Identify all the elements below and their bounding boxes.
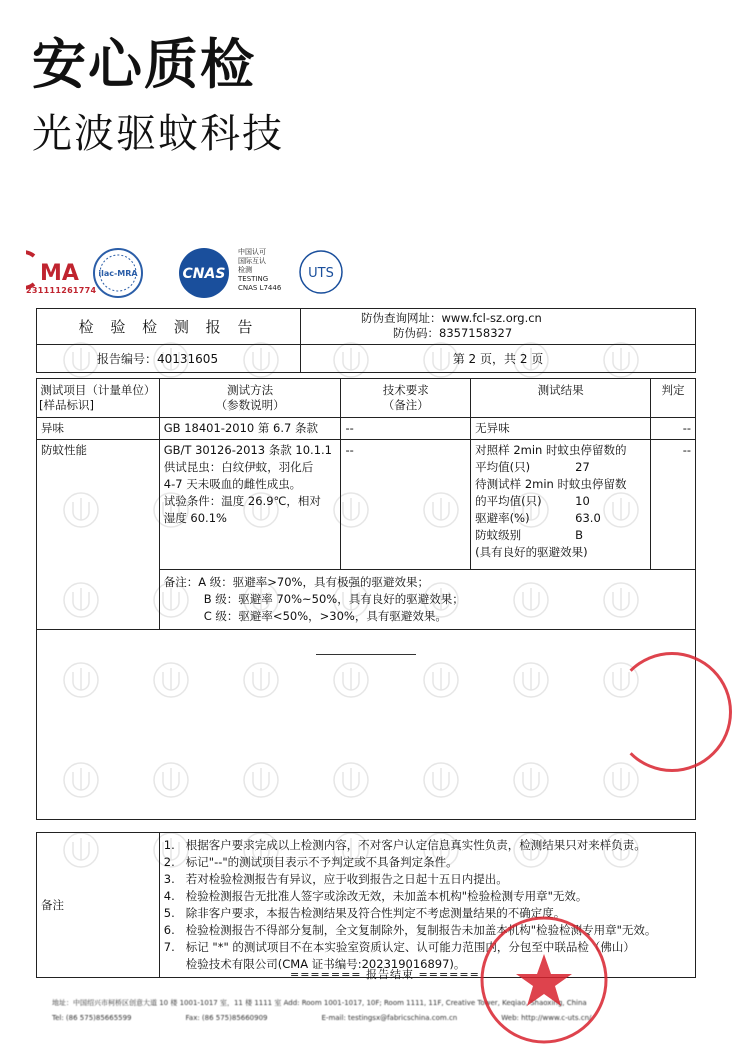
note-item: 7. 标记 "*" 的测试项目不在本实验室资质认定、认可能力范围内，分包至中联品检（佛山） (163, 940, 635, 954)
verify-url: 防伪查询网址：www.fcl-sz.org.cn (361, 311, 542, 325)
row-method: GB 18401-2010 第 6.7 条款 (159, 418, 341, 440)
notes-label: 备注 (37, 833, 160, 978)
page-info: 第 2 页，共 2 页 (301, 345, 696, 373)
col-header-item: 测试项目（计量单位） [样品标识] (37, 379, 160, 418)
uts-logo-text: UTS (308, 266, 334, 281)
cnas-caption: 中国认可 国际互认 检测 TESTING CNAS L7446 (238, 248, 282, 292)
note-item: 1. 根据客户要求完成以上检测内容，不对客户认定信息真实性负责，检测结果只对来样负责。 (163, 838, 646, 852)
row-result: 无异味 (471, 418, 651, 440)
note-item: 4. 检验检测报告无批准人签字或涂改无效，未加盖本机构"检验检测专用章"无效。 (163, 889, 588, 903)
cnas-logo-text: CNAS (182, 266, 226, 282)
col-header-judge: 判定 (651, 379, 696, 418)
row-item: 异味 (37, 418, 160, 440)
table-header-row (37, 379, 696, 418)
repellent-requirement: -- (341, 440, 471, 570)
grade-remarks: 备注：A 级：驱避率>70%，具有极强的驱避效果； B 级：驱避率 70%~50%，具有良好的驱避效果； C 级：驱避率<50%，>30%，具有驱避效果。 (159, 570, 695, 630)
footer-email: E-mail: testingsx@fabricschina.com.cn (321, 1014, 458, 1022)
table-row (37, 418, 696, 440)
certification-logos (26, 244, 726, 304)
uts-logo-icon (298, 246, 344, 298)
row-judge: -- (651, 418, 696, 440)
report-number: 报告编号：40131605 (37, 345, 301, 373)
col-header-result: 测试结果 (471, 379, 651, 418)
footer-address: 地址：中国绍兴市柯桥区创意大道 10 楼 1001-1017 室，11 楼 1111 室 Add: Room 1001-1017, 10F; Room 1111, 11F, Creative Tower, Keqiao, Shaoxing, China (52, 999, 587, 1007)
col-header-method: 测试方法 （参数说明） (159, 379, 341, 418)
report-end-marker: ======= 报告结束 ====== (290, 968, 480, 981)
blank-row (37, 630, 696, 820)
repellent-method: GB/T 30126-2013 条款 10.1.1 供试昆虫：白纹伊蚊，羽化后 4-7 天未吸血的雌性成虫。 试验条件：温度 26.9℃，相对 湿度 60.1% (159, 440, 341, 570)
report-header-table (36, 308, 696, 373)
note-item: 6. 检验检测报告不得部分复制，全文复制除外，复制报告未加盖本机构"检验检测专用章"无效。 (163, 923, 657, 937)
footer-tel: Tel: (86 575)85665599 (52, 1014, 132, 1022)
note-item: 2. 标记"--"的测试项目表示不予判定或不具备判定条件。 (163, 855, 458, 869)
repellent-item: 防蚊性能 (37, 440, 160, 630)
table-row (37, 440, 696, 570)
cnas-logo-icon (172, 246, 236, 300)
row-requirement: -- (341, 418, 471, 440)
cma-logo-text: MA (40, 261, 79, 286)
ilac-logo-text: ilac-MRA (98, 269, 138, 278)
verify-info (301, 309, 696, 345)
inspection-seal-stamp-icon (612, 652, 732, 772)
test-results-table (36, 378, 696, 820)
col-header-requirement: 技术要求 （备注） (341, 379, 471, 418)
blank-divider (316, 654, 416, 655)
note-item: 检验技术有限公司(CMA 证书编号:202319016897)。 (185, 957, 466, 971)
cma-number: 231111261774 (26, 286, 97, 295)
repellent-results: 对照样 2min 时蚊虫停留数的 平均值(只) 27 待测试样 2min 时蚊虫停留数 的平均值(只) 10 驱避率(%) 63.0 防蚊级别 B (具有良好的驱避效果) (471, 440, 651, 570)
footer-fax: Fax: (86 575)85660909 (185, 1014, 268, 1022)
note-item: 5. 除非客户要求，本报告检测结果及符合性判定不考虑测量结果的不确定度。 (163, 906, 566, 920)
hero-subtitle: 光波驱蚊科技 (32, 111, 284, 157)
company-seal-stamp-icon (478, 914, 610, 1046)
footer-web: Web: http://www.c-uts.cn/ (501, 1014, 592, 1022)
verify-code: 防伪码：8357158327 (393, 326, 513, 340)
repellent-judge: -- (651, 440, 696, 570)
report-title: 检 验 检 测 报 告 (37, 309, 301, 345)
hero-title: 安心质检 (32, 33, 256, 96)
note-item: 3. 若对检验检测报告有异议，应于收到报告之日起十五日内提出。 (163, 872, 508, 886)
ilac-mra-logo-icon (92, 246, 144, 300)
notes-list (159, 833, 695, 978)
